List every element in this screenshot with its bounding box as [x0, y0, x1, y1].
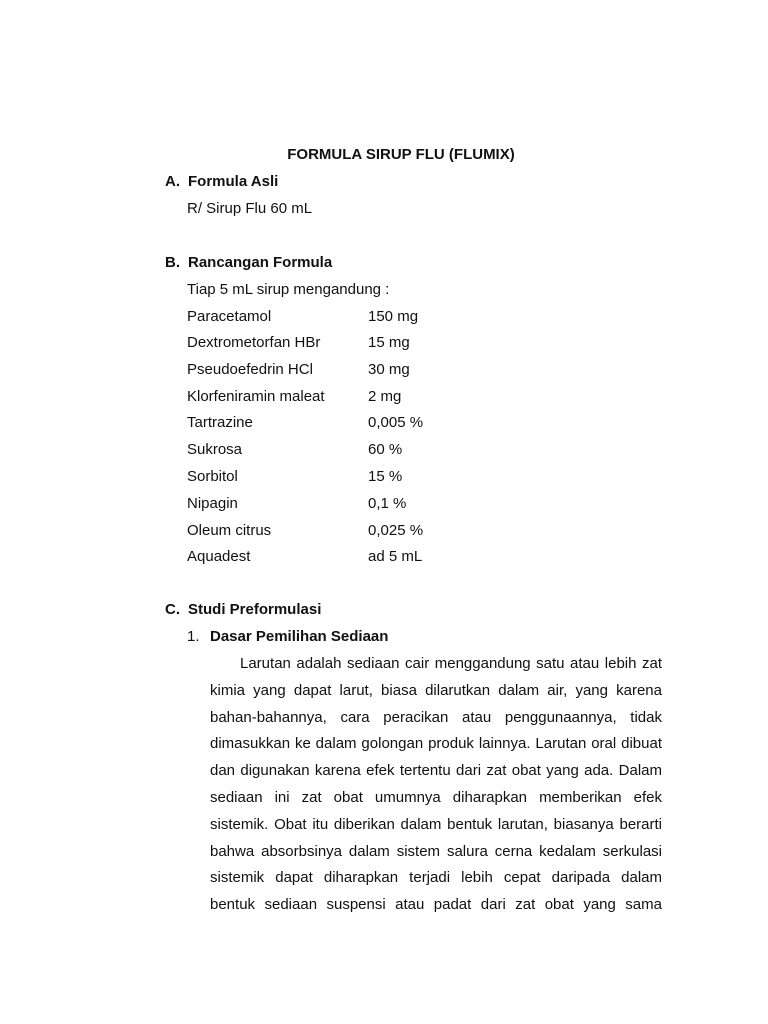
paragraph-line: bentuk sediaan suspensi atau padat dari zat obat yang sama	[210, 896, 662, 914]
ingredient-name: Nipagin	[187, 495, 238, 512]
ingredient-amount: 0,005 %	[368, 414, 424, 431]
section-b-letter: B.	[165, 254, 180, 271]
paragraph-line: kimia yang dapat larut, biasa dilarutkan dalam air, yang karena	[210, 681, 662, 699]
paragraph-line: dan digunakan karena efek tertentu dari zat obat yang ada. Dalam	[210, 762, 662, 780]
section-a-letter: A.	[165, 173, 180, 190]
ingredient-amount: 150 mg	[368, 308, 419, 325]
ingredient-name: Paracetamol	[187, 308, 272, 325]
ingredient-name: Klorfeniramin maleat	[187, 388, 325, 405]
paragraph-line: bahan-bahannya, cara peracikan atau penggunaannya, tidak	[210, 708, 662, 726]
subsection-number: 1.	[187, 628, 200, 645]
section-b-heading: Rancangan Formula	[188, 254, 333, 271]
ingredient-amount: 60 %	[368, 441, 403, 458]
section-b-intro: Tiap 5 mL sirup mengandung :	[187, 281, 390, 298]
section-a-line: R/ Sirup Flu 60 mL	[187, 200, 313, 217]
ingredient-amount: 15 mg	[368, 334, 410, 351]
section-c-letter: C.	[165, 601, 180, 618]
ingredient-amount: 15 %	[368, 468, 403, 485]
ingredient-name: Tartrazine	[187, 414, 253, 431]
body-paragraph	[210, 655, 662, 923]
page-title: FORMULA SIRUP FLU (FLUMIX)	[287, 146, 515, 163]
ingredient-amount: 0,1 %	[368, 495, 407, 512]
ingredient-amount: ad 5 mL	[368, 548, 423, 565]
ingredient-amount: 30 mg	[368, 361, 410, 378]
subsection-heading: Dasar Pemilihan Sediaan	[210, 628, 389, 645]
ingredient-name: Dextrometorfan HBr	[187, 334, 321, 351]
ingredient-amount: 0,025 %	[368, 522, 424, 539]
paragraph-line: bahwa absorbsinya dalam sistem salura cerna kedalam serkulasi	[210, 842, 662, 860]
ingredient-amount: 2 mg	[368, 388, 402, 405]
paragraph-line: Larutan adalah sediaan cair menggandung satu atau lebih zat	[240, 655, 662, 672]
paragraph-line: dimasukkan ke dalam golongan produk lainnya. Larutan oral dibuat	[210, 735, 662, 753]
section-a-heading: Formula Asli	[188, 173, 279, 190]
section-c-heading: Studi Preformulasi	[188, 601, 322, 618]
paragraph-line: sediaan ini zat obat umumnya diharapkan memberikan efek	[210, 788, 662, 806]
paragraph-line: sistemik dapat diharapkan terjadi lebih cepat daripada dalam	[210, 869, 662, 887]
ingredient-name: Pseudoefedrin HCl	[187, 361, 313, 378]
paragraph-line: sistemik. Obat itu diberikan dalam bentuk larutan, biasanya berarti	[210, 815, 662, 833]
ingredient-name: Oleum citrus	[187, 522, 272, 539]
ingredient-name: Aquadest	[187, 548, 251, 565]
ingredient-name: Sukrosa	[187, 441, 243, 458]
ingredient-name: Sorbitol	[187, 468, 238, 485]
